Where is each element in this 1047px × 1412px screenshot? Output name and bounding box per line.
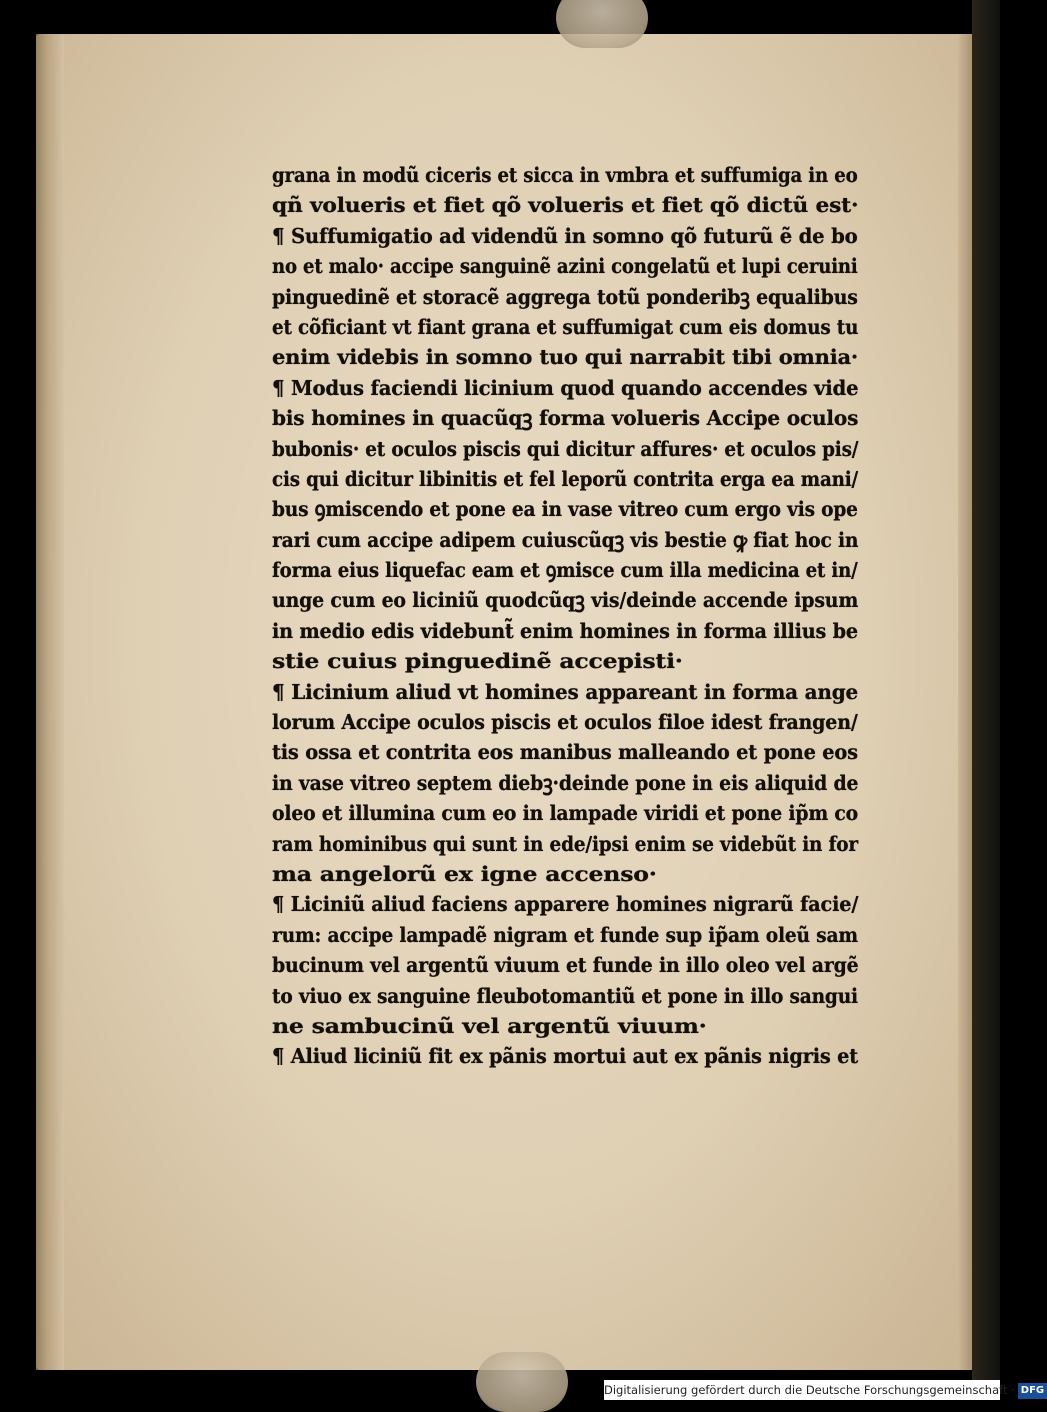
- text-line: qñ volueris et fiet qõ volueris et fiet qõ dictũ est·: [272, 193, 859, 218]
- text-line: stie cuius pinguedinẽ accepisti·: [272, 649, 683, 674]
- text-line: to viuo ex sanguine fleubotomantiũ et pone in illo sangui: [272, 983, 858, 1008]
- text-line: unge cum eo liciniũ quodcũqꝫ vis/deinde accende ipsum: [272, 588, 859, 613]
- text-line: in vase vitreo septem diebꝫ·deinde pone in eis aliquid de: [272, 770, 859, 795]
- text-line: oleo et illumina cum eo in lampade viridi et pone ip̃m co: [272, 801, 859, 826]
- text-line: ma angelorũ ex igne accenso·: [272, 861, 657, 886]
- text-line: pinguedinẽ et storacẽ aggrega totũ ponderibꝫ equalibus: [272, 284, 858, 309]
- book-gutter: [972, 0, 1000, 1400]
- digitization-credit: [604, 1380, 1045, 1400]
- text-line: rari cum accipe adipem cuiuscũqꝫ vis bestie ꝙ fiat hoc in: [272, 527, 859, 552]
- dfg-logo: DFG: [1018, 1383, 1047, 1399]
- text-line: ¶ Modus faciendi licinium quod quando accendes vide: [272, 375, 859, 400]
- text-line: lorum Accipe oculos piscis et oculos filoe idest frangen/: [272, 710, 858, 735]
- text-line: tis ossa et contrita eos manibus malleando et pone eos: [272, 740, 858, 765]
- text-line: no et malo· accipe sanguinẽ azini congelatũ et lupi ceruini: [272, 254, 858, 279]
- text-line: grana in modũ ciceris et sicca in vmbra et suffumiga in eo: [272, 163, 858, 187]
- text-line: bis homines in quacũqꝫ forma volueris Accipe oculos: [272, 406, 859, 431]
- text-line: ¶ Liciniũ aliud faciens apparere homines nigrarũ facie/: [272, 892, 859, 917]
- text-line: ¶ Suffumigatio ad videndũ in somno qõ futurũ ẽ de bo: [272, 223, 858, 248]
- text-line: ¶ Aliud liciniũ fit ex pãnis mortui aut ex pãnis nigris et: [272, 1044, 859, 1069]
- text-line: in medio edis videbunt̃ enim homines in forma illius be: [272, 618, 858, 643]
- text-line: ¶ Licinium aliud vt homines appareant in forma ange: [272, 679, 858, 704]
- printed-text-block: [272, 160, 862, 1072]
- text-line: bus ꝯmiscendo et pone ea in vase vitreo cum ergo vis ope: [272, 497, 858, 522]
- page-clip-top: [556, 0, 648, 48]
- page-edge-right: [958, 34, 972, 1370]
- text-line: enim videbis in somno tuo qui narrabit tibi omnia·: [272, 345, 859, 370]
- text-line: bucinum vel argentũ viuum et funde in illo oleo vel argẽ: [272, 953, 859, 978]
- text-line: cis qui dicitur libinitis et fel leporũ contrita erga ea mani/: [272, 466, 859, 491]
- text-line: bubonis· et oculos piscis qui dicitur affures· et oculos pis/: [272, 436, 859, 461]
- text-line: forma eius liquefac eam et ꝯmisce cum illa medicina et in/: [272, 558, 858, 583]
- page-edge-left: [36, 34, 64, 1370]
- text-line: et cõficiant vt fiant grana et suffumigat cum eis domus tu: [272, 314, 859, 339]
- text-line: rum: accipe lampadẽ nigram et funde sup ip̃am oleũ sam: [272, 922, 858, 947]
- text-line: ram hominibus qui sunt in ede/ipsi enim se videbũt in for: [272, 831, 858, 856]
- page-clip-bottom: [476, 1352, 568, 1412]
- credit-text: Digitalisierung gefördert durch die Deutsche Forschungsgemeinschaft ·: [604, 1383, 1015, 1397]
- text-line: ne sambucinũ vel argentũ viuum·: [272, 1013, 707, 1038]
